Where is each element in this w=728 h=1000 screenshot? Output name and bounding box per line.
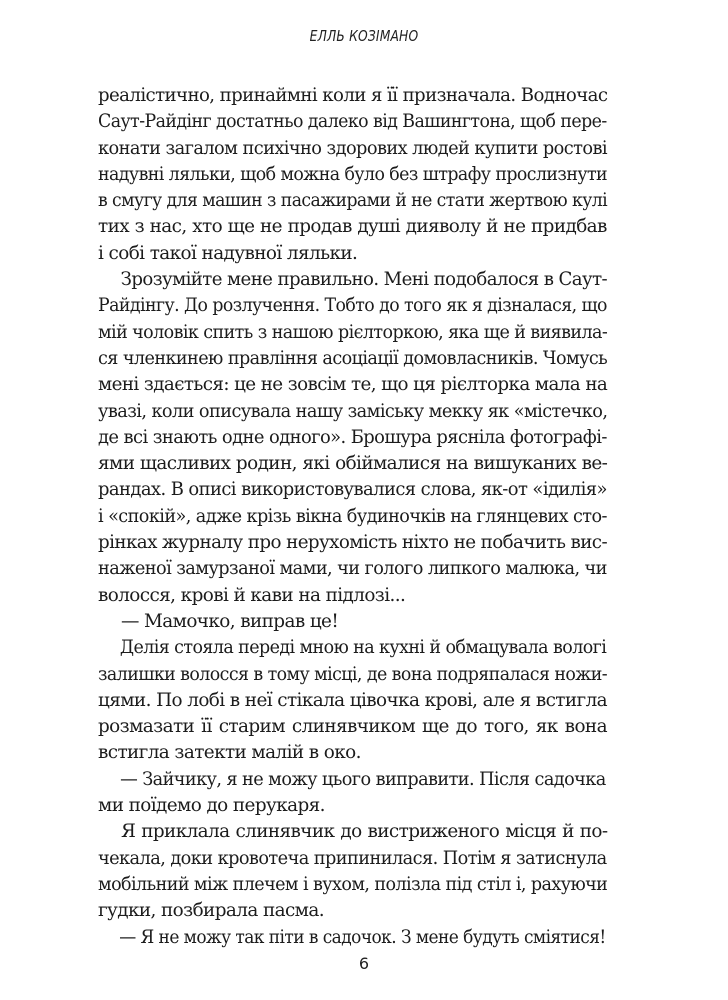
text-line: розмазати її старим слинявчиком ще до того, як вона (98, 716, 607, 738)
text-line: — Зайчику, я не можу цього виправити. Після садочка (120, 768, 606, 790)
text-line: Райдінгу. До розлучення. Тобто до того як я дізналася, що (98, 295, 607, 317)
text-line: Зрозумійте мене правильно. Мені подобалося в Саут- (120, 269, 608, 291)
text-line: Я приклала слинявчик до вистриженого місця й по- (121, 821, 608, 843)
text-line: де всі знають одне одного». Брошура рясніла фотографі- (98, 426, 607, 448)
text-line: Саут-Райдінг достатньо далеко від Вашингтона, щоб пере- (98, 111, 607, 133)
text-line: — Я не можу так піти в садочок. З мене будуть сміятися! (119, 926, 606, 948)
paragraph (98, 819, 607, 924)
text-line: і «спокій», адже крізь вікна будиночків на глянцевих сто- (98, 505, 607, 527)
text-line: — Мамочко, виправ це! (121, 610, 339, 632)
text-line: гудки, позбирала пасма. (98, 900, 324, 922)
text-line: встигла затекти малій в око. (98, 742, 361, 764)
text-line: тих з нас, хто ще не продав душі дияволу й не придбав (98, 216, 607, 238)
text-line: мобільний між плечем і вухом, полізла під стіл і, рахуючи (98, 873, 608, 895)
text-line: мені здається: це не зовсім те, що ця рієлторка мала на (98, 374, 608, 396)
text-line: рандах. В описі використовувалися слова, як-от «ідилія» (98, 479, 607, 501)
text-line: реалістично, принаймні коли я її призначала. Водночас (98, 85, 608, 106)
paragraph (98, 267, 607, 609)
paragraph (98, 635, 607, 766)
text-line: цями. По лобі в неї стікала цівочка крові, але я встигла (98, 689, 608, 711)
body-text (98, 83, 607, 951)
text-line: увазі, коли описувала нашу заміську мекку як «містечко, (98, 400, 608, 422)
running-head-author: ЕЛЛЬ КОЗІМАНО (309, 27, 419, 45)
text-line: ся членкинею правління асоціації домовласників. Чомусь (98, 347, 608, 369)
text-line: ми поїдемо до перукаря. (98, 795, 325, 817)
dialogue-paragraph (98, 767, 607, 820)
text-line: волосся, крові й кави на підлозі... (98, 584, 406, 606)
dialogue-paragraph (98, 609, 607, 635)
text-line: Делія стояла переді мною на кухні й обмацувала вологі (119, 637, 607, 659)
text-line: мій чоловік спить з нашою рієлторкою, яка ще й виявила- (98, 321, 608, 343)
text-line: рінках журналу про нерухомість ніхто не побачить вис- (98, 532, 608, 554)
text-line: чекала, доки кровотеча припинилася. Потім я затиснула (98, 847, 607, 869)
paragraph (98, 83, 607, 267)
text-line: конати загалом психічно здорових людей купити ростові (98, 137, 607, 159)
text-line: і собі такої надувної ляльки. (98, 242, 358, 264)
text-line: ями щасливих родин, які обіймалися на вишуканих ве- (98, 453, 608, 475)
text-line: залишки волосся в тому місці, де вона подряпалася ножи- (98, 663, 608, 685)
text-line: надувні ляльки, щоб можна було без штрафу прослизнути (98, 163, 608, 185)
dialogue-paragraph (98, 925, 607, 951)
text-line: в смугу для машин з пасажирами й не стати жертвою кулі (98, 190, 608, 212)
text-line: наженої замурзаної мами, чи голого липкого малюка, чи (98, 558, 607, 580)
page-number: 6 (358, 954, 370, 973)
